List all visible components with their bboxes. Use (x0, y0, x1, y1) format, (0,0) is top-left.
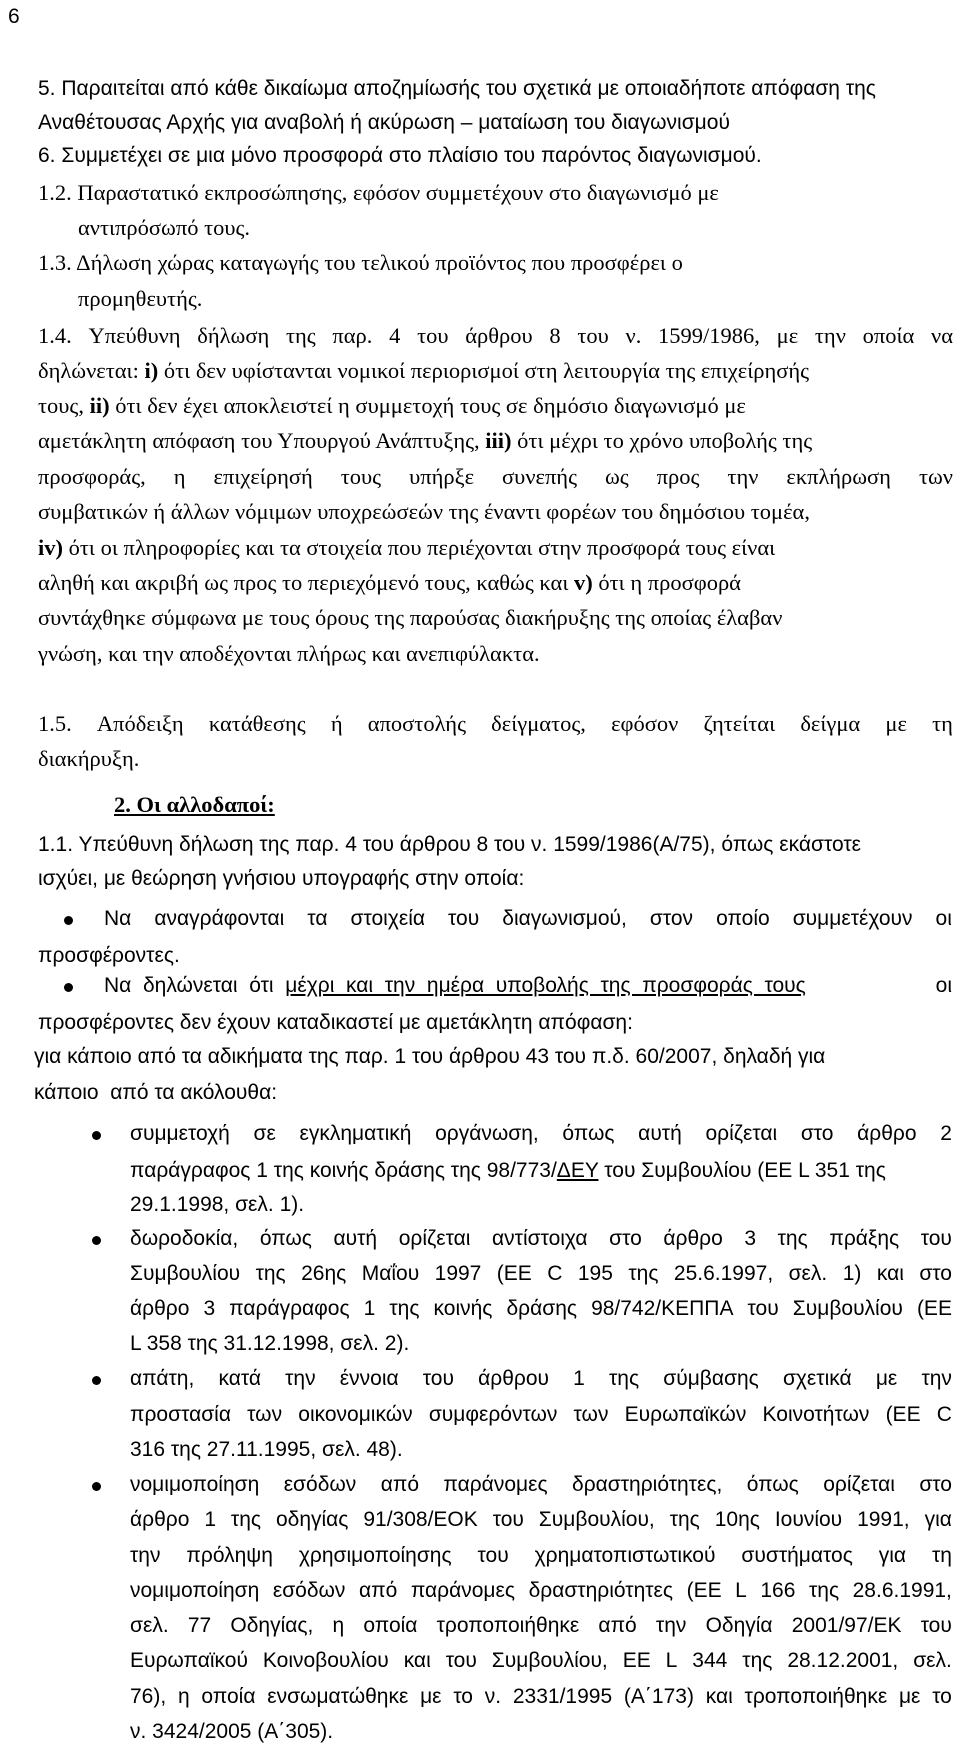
word: άρθρο (663, 1227, 723, 1250)
word: του (747, 1297, 779, 1320)
word: οδηγίας (275, 1508, 349, 1531)
word: οποία (363, 1614, 418, 1637)
word: εσόδων (283, 1473, 357, 1496)
word: 1 (573, 1367, 585, 1390)
word: εκπλήρωση (786, 464, 891, 489)
word: 8 (549, 323, 561, 348)
word: του (477, 1544, 509, 1567)
word: του (422, 1367, 454, 1390)
word: τη (932, 711, 953, 736)
word: ή (330, 711, 343, 736)
word: με (885, 711, 907, 736)
word: την (655, 1614, 687, 1637)
word: ως (604, 464, 629, 489)
word: συμμετοχή (130, 1122, 230, 1145)
word: από (358, 1579, 398, 1602)
word: δείγματος, (491, 711, 586, 736)
word: του (448, 907, 480, 930)
word: την (814, 323, 846, 348)
word: του (920, 1614, 952, 1637)
word: Κοινοτήτων (762, 1403, 870, 1426)
word: εσόδων (272, 1579, 346, 1602)
word: (Α΄173) (623, 1685, 694, 1708)
word: αντίστοιχα (492, 1227, 588, 1250)
word: Κοινοβουλίου (262, 1649, 389, 1672)
offence-4-line2 (130, 1509, 952, 1530)
word: υπήρξε (409, 464, 475, 489)
word: παράνομες (410, 1579, 516, 1602)
word: (ΕΕ (496, 1262, 532, 1285)
word: άρθρο (130, 1508, 190, 1531)
word: οικονομικών (298, 1403, 413, 1426)
word: του (417, 323, 449, 348)
word: άρθρο (857, 1122, 917, 1145)
word: 28.6.1991, (852, 1579, 952, 1602)
s13-line1: 1.3. Δήλωση χώρας καταγωγής του τελικού προϊόντος που προσφέρει ο (38, 250, 683, 275)
word: με (875, 1367, 898, 1390)
offence-3-line2 (130, 1404, 952, 1425)
word: προσφοράς, (38, 464, 146, 489)
word: όπως (562, 1122, 615, 1145)
word: και (876, 1262, 904, 1285)
word: ορίζεται (823, 1473, 895, 1496)
bullet-icon (64, 983, 73, 992)
word: ν. (625, 323, 642, 348)
word: 195 (577, 1262, 613, 1285)
word: (ΕΕ (885, 1403, 921, 1426)
offence-2-line3 (130, 1298, 952, 1319)
s14-line10: γνώση, και την αποδέχονται πλήρως και ανεπιφύλακτα. (38, 641, 540, 666)
bullet-a1-line2: προσφέροντες. (38, 944, 180, 967)
s14-line2: δηλώνεται: i) ότι δεν υφίστανται νομικοί περιορισμοί στη λειτουργία της επιχείρησής (38, 358, 810, 383)
page-number: 6 (8, 5, 20, 28)
word: στο (919, 1262, 952, 1285)
word: όπως (259, 1227, 312, 1250)
offence-3-line1 (130, 1368, 952, 1389)
word: Οδηγία (705, 1614, 773, 1637)
word: την (921, 1367, 952, 1390)
word: οι (935, 907, 952, 930)
offence-1-line2: παράγραφος 1 της κοινής δράσης της 98/773/ΔΕΥ του Συμβουλίου (ΕΕ L 351 της (130, 1159, 886, 1182)
word: προστασία (130, 1403, 231, 1426)
word: εγκληματική (299, 1122, 412, 1145)
word: C (547, 1262, 563, 1285)
word: των (573, 1403, 609, 1426)
item-5-line1: 5. Παραιτείται από κάθε δικαίωμα αποζημίωσής του σχετικά με οποιαδήποτε απόφαση της (38, 77, 876, 100)
s15-line1 (38, 713, 953, 736)
word: L (735, 1579, 747, 1602)
word: χρηματοπιστωτικού (534, 1544, 716, 1567)
word: αυτή (638, 1122, 682, 1145)
word: οποία (862, 323, 915, 348)
word: κατάθεσης (208, 711, 306, 736)
word: της (777, 1227, 808, 1250)
offence-4-line1 (130, 1474, 952, 1495)
word: συμμετέχουν (792, 907, 913, 930)
word: 1.4. (38, 323, 72, 348)
word: οργάνωση, (435, 1122, 539, 1145)
s14-line4: αμετάκλητη απόφαση του Υπουργού Ανάπτυξης, iii) ότι μέχρι το χρόνο υποβολής της (38, 428, 813, 453)
word: συνεπής (502, 464, 577, 489)
word: 25.6.1997, (673, 1262, 774, 1285)
bullet-a1-line1 (104, 908, 952, 929)
word: δείγμα (800, 711, 861, 736)
word: τροποποιήθηκε (436, 1614, 580, 1637)
word: των (918, 464, 953, 489)
word: της (255, 1262, 286, 1285)
word: της (628, 1262, 659, 1285)
word: τους (340, 464, 382, 489)
s15-line2: διακήρυξη. (38, 746, 140, 771)
bullet-icon (92, 1482, 101, 1491)
word: Συμβουλίου (130, 1262, 241, 1285)
word: άρθρο (130, 1297, 190, 1320)
word: χρησιμοποίησης (298, 1544, 452, 1567)
word: πρόληψη (186, 1544, 273, 1567)
word: για (924, 1508, 952, 1531)
word: το (932, 1685, 952, 1708)
s21-line2: ισχύει, με θεώρηση γνήσιου υπογραφής στην οποία: (38, 867, 525, 890)
word: δραστηριότητες, (572, 1473, 723, 1496)
word: Οδηγίας, (230, 1614, 314, 1637)
word: (ΕΕ (686, 1579, 722, 1602)
bullet-icon (92, 1236, 101, 1245)
word: 4 (389, 323, 401, 348)
item-5-line2: Αναθέτουσας Αρχής για αναβολή ή ακύρωση – ματαίωση του διαγωνισμού (38, 111, 730, 134)
intro-line1: για κάποιο από τα αδικήματα της παρ. 1 του άρθρου 43 του π.δ. 60/2007, δηλαδή για (34, 1045, 826, 1068)
word: Μαΐου (361, 1262, 420, 1285)
word: ενσωματώθηκε (267, 1685, 409, 1708)
word: Συμβουλίου (792, 1297, 903, 1320)
word: παρ. (332, 323, 373, 348)
word: άρθρου (478, 1367, 549, 1390)
word: τη (931, 1544, 952, 1567)
word: ζητείται (703, 711, 776, 736)
word: της (808, 1579, 840, 1602)
bullet-icon (64, 916, 73, 925)
word: την (285, 1367, 316, 1390)
s12-line1: 1.2. Παραστατικό εκπροσώπησης, εφόσον συμμετέχουν στο διαγωνισμό με (38, 180, 719, 205)
word: 344 (692, 1649, 728, 1672)
word: σύμβασης (663, 1367, 759, 1390)
word: σε (253, 1122, 276, 1145)
offence-4-line5 (130, 1615, 952, 1636)
word: 1599/1986, (658, 323, 760, 348)
word: για (878, 1544, 907, 1567)
word: νομιμοποίηση (130, 1579, 260, 1602)
word: της (742, 1649, 773, 1672)
word: 76), (130, 1685, 167, 1708)
word: οποίο (716, 907, 770, 930)
word: δωροδοκία, (130, 1227, 239, 1250)
offence-2-line1 (130, 1228, 952, 1249)
word: συστήματος (741, 1544, 853, 1567)
word: Ευρωπαϊκών (624, 1403, 747, 1426)
word: της (285, 323, 316, 348)
word: έννοια (339, 1367, 399, 1390)
word: Συμβουλίου, (538, 1508, 655, 1531)
word: στον (649, 907, 694, 930)
word: Ιουνίου (774, 1508, 843, 1531)
word: ορίζεται (398, 1227, 471, 1250)
word: και (403, 1649, 431, 1672)
word: παράγραφος (229, 1297, 350, 1320)
word: η (332, 1614, 345, 1637)
word: δράσης (506, 1297, 578, 1320)
word: 1.5. (38, 711, 72, 736)
word: με (776, 323, 799, 348)
offence-4-line3 (130, 1545, 952, 1566)
word: επιχείρησή (213, 464, 313, 489)
bullet-a2-line1: Να δηλώνεται ότι μέχρι και την ημέρα υποβολής της προσφοράς τους οι (104, 974, 952, 997)
word: στοιχεία (350, 907, 426, 930)
word: συμφερόντων (428, 1403, 558, 1426)
word: με (898, 1685, 921, 1708)
word: τροποποιήθηκε (744, 1685, 888, 1708)
word: σελ. (788, 1262, 828, 1285)
word: 1 (363, 1297, 376, 1320)
word: άρθρου (465, 323, 533, 348)
word: της (389, 1297, 420, 1320)
word: την (130, 1544, 161, 1567)
word: εφόσον (611, 711, 679, 736)
offence-2-line2 (130, 1263, 952, 1284)
word: δραστηριότητες (528, 1579, 674, 1602)
word: την (727, 464, 759, 489)
word: ΕΕ (622, 1649, 651, 1672)
word: να (931, 323, 953, 348)
word: της (609, 1367, 640, 1390)
word: 26ης (301, 1262, 347, 1285)
word: προς (656, 464, 700, 489)
word: 1997 (434, 1262, 482, 1285)
s14-line9: συντάχθηκε σύμφωνα με τους όρους της παρούσας διακήρυξης της οποίας έλαβαν (38, 605, 783, 630)
word: σχετικά (782, 1367, 852, 1390)
word: του (920, 1227, 952, 1250)
word: παράνομες (443, 1473, 548, 1496)
word: το (453, 1685, 473, 1708)
bullet-icon (92, 1376, 101, 1385)
word: Να (104, 907, 132, 930)
word: της (669, 1508, 700, 1531)
word: του (577, 323, 609, 348)
offence-1-line1 (130, 1123, 952, 1144)
s14-line5 (38, 466, 953, 489)
s12-line2: αντιπρόσωπό τους. (78, 215, 251, 240)
offence-4-line4 (130, 1580, 952, 1601)
s14-line3: τους, ii) ότι δεν έχει αποκλειστεί η συμμετοχή τους σε δημόσιο διαγωνισμό με (38, 393, 746, 418)
offence-4-line8: ν. 3424/2005 (Α΄305). (130, 1720, 334, 1743)
word: 1991, (857, 1508, 910, 1531)
word: (ΕΕ (916, 1297, 952, 1320)
s13-line2: προμηθευτής. (78, 286, 203, 311)
word: 77 (187, 1614, 212, 1637)
word: του (445, 1649, 477, 1672)
word: διαγωνισμού, (502, 907, 627, 930)
word: στο (919, 1473, 952, 1496)
item-6-line1: 6. Συμμετέχει σε μια μόνο προσφορά στο πλαίσιο του παρόντος διαγωνισμού. (38, 144, 762, 167)
word: των (247, 1403, 283, 1426)
word: στο (800, 1122, 834, 1145)
s14-line1 (38, 325, 953, 348)
word: τα (307, 907, 328, 930)
word: της (230, 1508, 262, 1531)
s14-line7: iv) ότι οι πληροφορίες και τα στοιχεία που περιέχονται στην προσφορά τους είναι (38, 535, 776, 560)
word: από (598, 1614, 637, 1637)
s14-line8: αληθή και ακριβή ως προς το περιεχόμενό τους, καθώς και v) ότι η προσφορά (38, 570, 741, 595)
word: σελ. (913, 1649, 952, 1672)
word: όπως (746, 1473, 799, 1496)
offence-1-line3: 29.1.1998, σελ. 1). (130, 1193, 305, 1216)
word: ορίζεται (705, 1122, 778, 1145)
s14-line6: συμβατικών ή άλλων νόμιμων υποχρεώσεών της έναντι φορέων του δημόσιου τομέα, (38, 499, 810, 524)
word: αυτή (333, 1227, 378, 1250)
intro-line2: κάποιο από τα ακόλουθα: (34, 1081, 278, 1104)
offence-4-line7 (130, 1686, 952, 1707)
word: 2001/97/ΕΚ (791, 1614, 902, 1637)
word: και (705, 1685, 733, 1708)
word: Απόδειξη (96, 711, 184, 736)
word: κατά (218, 1367, 261, 1390)
bullet-icon (92, 1131, 101, 1140)
word: δήλωση (197, 323, 270, 348)
word: 2331/1995 (512, 1685, 613, 1708)
word: 3 (203, 1297, 216, 1320)
offence-3-line3: 316 της 27.11.1995, σελ. 48). (130, 1438, 403, 1461)
offence-4-line6 (130, 1650, 952, 1671)
word: η (177, 1685, 190, 1708)
word: 10ης (714, 1508, 760, 1531)
word: αναγράφονται (154, 907, 285, 930)
word: 1) (842, 1262, 862, 1285)
word: 166 (760, 1579, 796, 1602)
word: η (173, 464, 186, 489)
word: σελ. (130, 1614, 169, 1637)
word: πράξης (829, 1227, 900, 1250)
word: 3 (744, 1227, 757, 1250)
word: στο (609, 1227, 642, 1250)
s21-line1: 1.1. Υπεύθυνη δήλωση της παρ. 4 του άρθρου 8 του ν. 1599/1986(Α/75), όπως εκάστοτε (38, 833, 861, 856)
word: Συμβουλίου, (491, 1649, 608, 1672)
word: Υπεύθυνη (88, 323, 181, 348)
word: Ευρωπαϊκού (130, 1649, 248, 1672)
word: 91/308/ΕΟΚ (363, 1508, 478, 1531)
heading-foreigners: 2. Οι αλλοδαποί: (114, 792, 275, 817)
word: ν. (484, 1685, 502, 1708)
word: νομιμοποίηση (130, 1473, 260, 1496)
word: οποία (201, 1685, 256, 1708)
word: L (665, 1649, 678, 1672)
word: C (936, 1403, 952, 1426)
word: απάτη, (130, 1367, 195, 1390)
word: του (492, 1508, 524, 1531)
word: 98/742/ΚΕΠΠΑ (591, 1297, 734, 1320)
word: από (380, 1473, 419, 1496)
word: αποστολής (367, 711, 466, 736)
word: 2 (940, 1122, 952, 1145)
word: 1 (204, 1508, 216, 1531)
word: κοινής (433, 1297, 493, 1320)
bullet-a2-line2: προσφέροντες δεν έχουν καταδικαστεί με αμετάκλητη απόφαση: (38, 1011, 633, 1034)
offence-2-line4: L 358 της 31.12.1998, σελ. 2). (130, 1332, 410, 1355)
word: 28.12.2001, (787, 1649, 899, 1672)
word: με (420, 1685, 442, 1708)
